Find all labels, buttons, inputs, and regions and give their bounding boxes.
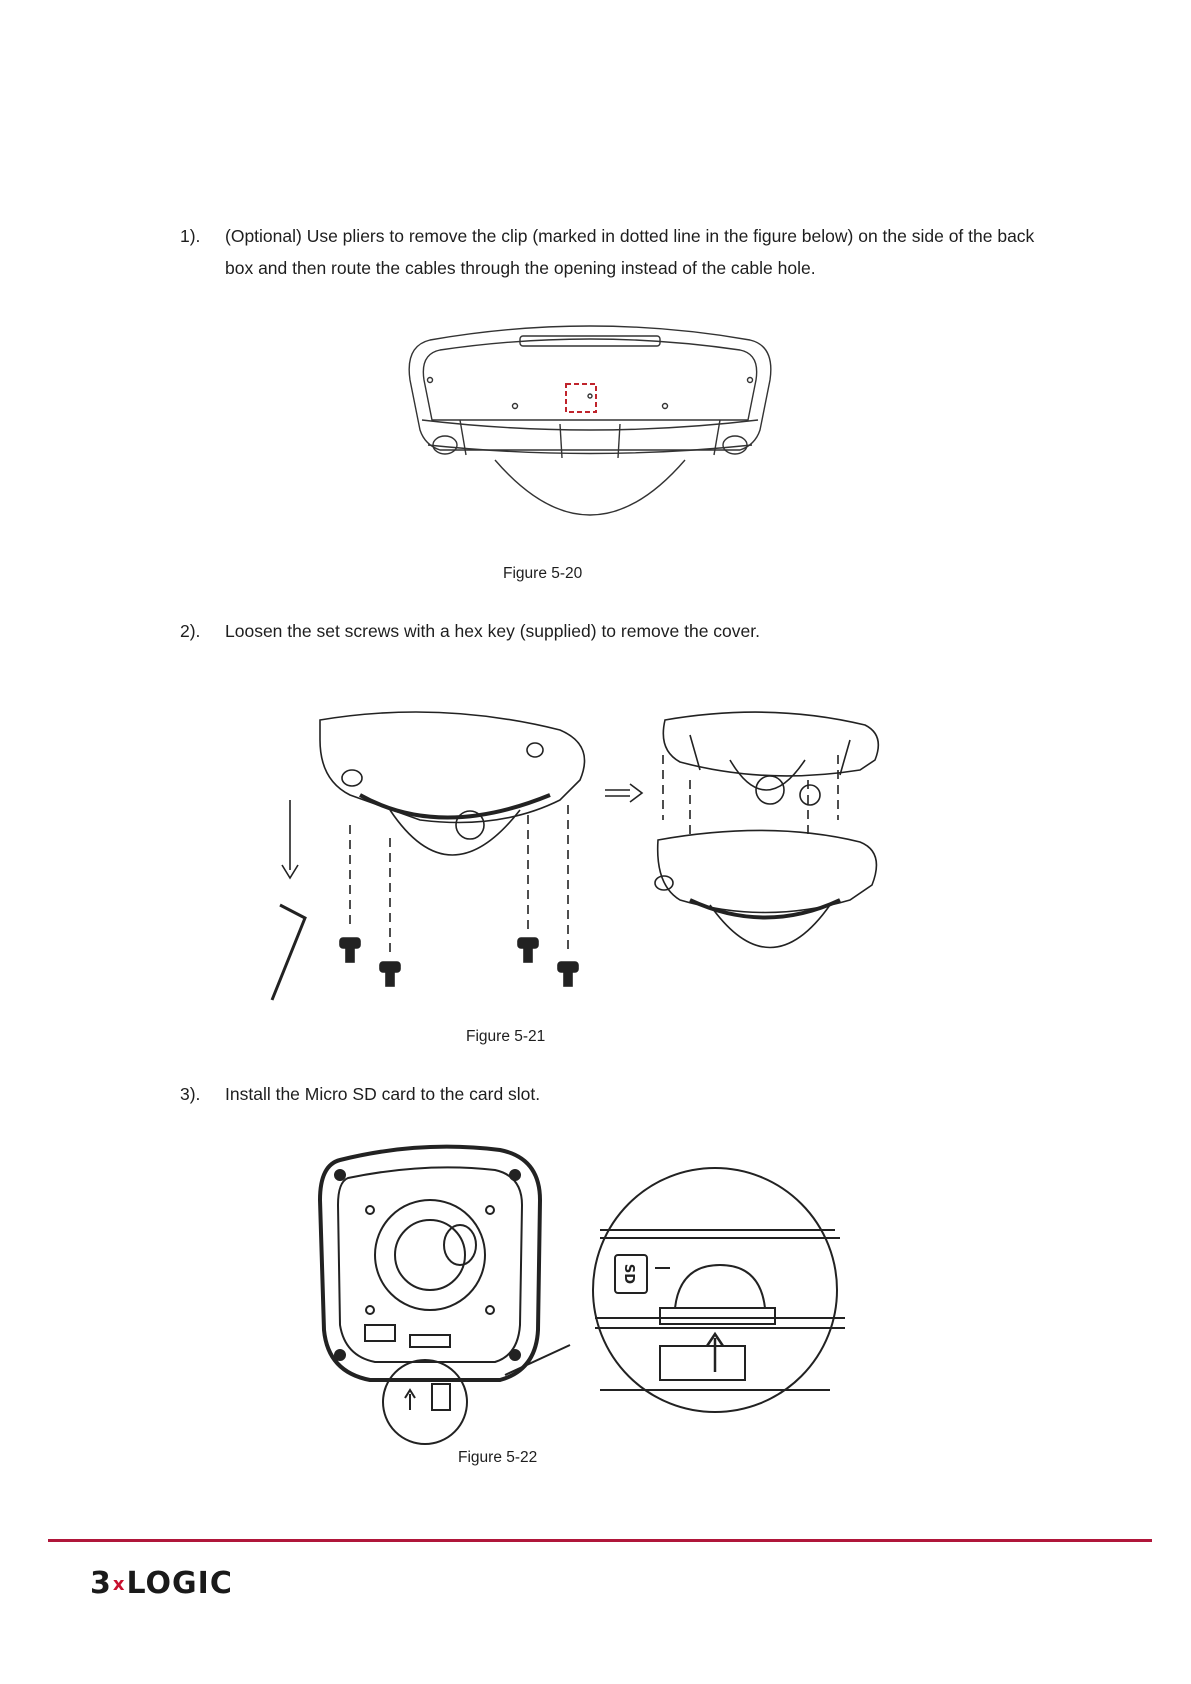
camera-base-plate — [320, 1147, 540, 1380]
step-number: 1). — [180, 226, 201, 246]
figure-5-21-caption: Figure 5-21 — [466, 1028, 546, 1045]
step-text: Loosen the set screws with a hex key (supplied) to remove the cover. — [225, 621, 760, 641]
footer-divider — [48, 1539, 1152, 1542]
card-slot — [675, 1265, 765, 1308]
zoom-circle — [593, 1168, 837, 1412]
camera-interior — [663, 712, 878, 776]
camera-assembled — [320, 712, 585, 823]
hex-key — [272, 905, 305, 1000]
figure-5-20-caption: Figure 5-20 — [503, 565, 583, 582]
step-1 — [180, 220, 1060, 284]
figure-5-22-illustration — [310, 1140, 880, 1450]
figure-5-22-caption: Figure 5-22 — [458, 1449, 538, 1466]
figure-5-20-illustration — [400, 320, 780, 550]
dome-cover — [495, 460, 685, 515]
back-box-outline — [409, 326, 771, 450]
figure-5-21-illustration — [260, 700, 940, 1020]
step-number: 3). — [180, 1084, 201, 1104]
step-3 — [180, 1078, 1060, 1110]
sd-label: SD — [621, 1263, 636, 1285]
micro-sd-card — [660, 1346, 745, 1380]
company-logo: 3xLOGIC — [90, 1566, 233, 1601]
step-2 — [180, 615, 1060, 647]
step-text: Install the Micro SD card to the card slot. — [225, 1084, 541, 1104]
set-screws — [340, 938, 578, 986]
step-text: (Optional) Use pliers to remove the clip (marked in dotted line in the figure below) on the side of the back box and then route the cables through the opening instead of the cable hole. — [225, 226, 1035, 278]
step-number: 2). — [180, 621, 201, 641]
